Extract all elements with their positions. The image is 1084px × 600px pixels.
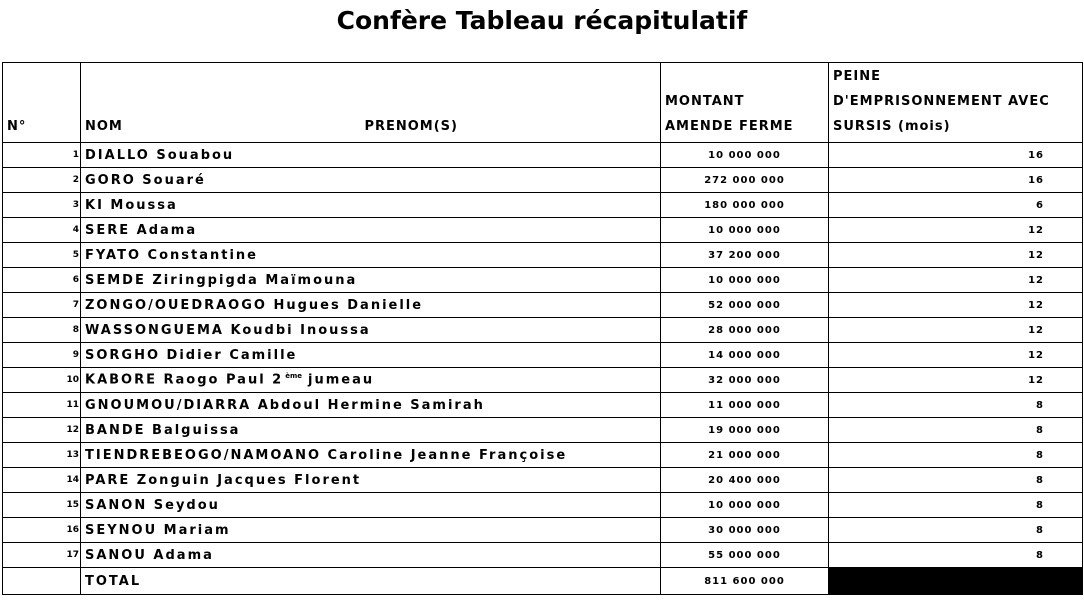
- header-peine-line2: D'EMPRISONNEMENT AVEC: [833, 94, 1050, 109]
- table-row: [3, 518, 1083, 543]
- row-number: 14: [3, 468, 81, 493]
- header-montant: [661, 63, 829, 143]
- row-number: 1: [3, 143, 81, 168]
- row-amount: 10 000 000: [661, 268, 829, 293]
- row-amount: 52 000 000: [661, 293, 829, 318]
- row-months: 8: [829, 393, 1083, 418]
- row-months: 12: [829, 293, 1083, 318]
- row-name: GORO Souaré: [81, 168, 661, 193]
- table-row: [3, 268, 1083, 293]
- row-number: 5: [3, 243, 81, 268]
- header-peine-line1: PEINE: [833, 69, 882, 84]
- row-months: 12: [829, 218, 1083, 243]
- row-name: ZONGO/OUEDRAOGO Hugues Danielle: [81, 293, 661, 318]
- row-number: 6: [3, 268, 81, 293]
- row-months: 12: [829, 368, 1083, 393]
- row-number: 10: [3, 368, 81, 393]
- row-months: 8: [829, 543, 1083, 568]
- row-amount: 14 000 000: [661, 343, 829, 368]
- row-amount: 28 000 000: [661, 318, 829, 343]
- header-montant-line2: AMENDE FERME: [665, 119, 794, 134]
- row-amount: 11 000 000: [661, 393, 829, 418]
- row-months: 8: [829, 493, 1083, 518]
- row-months: 6: [829, 193, 1083, 218]
- row-name: BANDE Balguissa: [81, 418, 661, 443]
- header-prenom: PRENOM(S): [364, 119, 458, 134]
- row-number: 12: [3, 418, 81, 443]
- header-montant-line1: MONTANT: [665, 94, 745, 109]
- row-name-text-after: jumeau: [308, 372, 375, 388]
- table-row: [3, 143, 1083, 168]
- row-name: [81, 368, 661, 393]
- row-amount: 20 400 000: [661, 468, 829, 493]
- table-row: [3, 293, 1083, 318]
- row-amount: 10 000 000: [661, 218, 829, 243]
- row-name: TIENDREBEOGO/NAMOANO Caroline Jeanne Françoise: [81, 443, 661, 468]
- table-row: [3, 543, 1083, 568]
- row-amount: 10 000 000: [661, 143, 829, 168]
- row-number: 17: [3, 543, 81, 568]
- row-months: 12: [829, 243, 1083, 268]
- row-amount: 55 000 000: [661, 543, 829, 568]
- table-row: [3, 443, 1083, 468]
- total-label: TOTAL: [81, 568, 661, 595]
- row-name-text: KABORE Raogo Paul 2: [85, 372, 284, 388]
- row-number: 3: [3, 193, 81, 218]
- header-peine-line3: SURSIS (mois): [833, 119, 951, 134]
- row-amount: 32 000 000: [661, 368, 829, 393]
- row-months: 8: [829, 443, 1083, 468]
- row-name: SEMDE Ziringpigda Maïmouna: [81, 268, 661, 293]
- table-row: [3, 243, 1083, 268]
- total-amount: 811 600 000: [661, 568, 829, 595]
- row-amount: 21 000 000: [661, 443, 829, 468]
- header-nom: NOM: [85, 119, 123, 134]
- row-number: 11: [3, 393, 81, 418]
- table-row: [3, 193, 1083, 218]
- row-number: 16: [3, 518, 81, 543]
- table-row: [3, 168, 1083, 193]
- header-no: N°: [3, 63, 81, 143]
- row-name: SORGHO Didier Camille: [81, 343, 661, 368]
- row-amount: 10 000 000: [661, 493, 829, 518]
- row-name: PARE Zonguin Jacques Florent: [81, 468, 661, 493]
- total-row: [3, 568, 1083, 595]
- row-number: 7: [3, 293, 81, 318]
- row-name: FYATO Constantine: [81, 243, 661, 268]
- row-months: 8: [829, 468, 1083, 493]
- recap-table: [2, 62, 1083, 595]
- table-row: [3, 343, 1083, 368]
- row-name: KI Moussa: [81, 193, 661, 218]
- table-row: [3, 468, 1083, 493]
- table-row: [3, 318, 1083, 343]
- table-row: [3, 493, 1083, 518]
- total-blacked-cell: [829, 568, 1083, 595]
- row-name: GNOUMOU/DIARRA Abdoul Hermine Samirah: [81, 393, 661, 418]
- row-months: 12: [829, 343, 1083, 368]
- row-months: 8: [829, 518, 1083, 543]
- total-empty-cell: [3, 568, 81, 595]
- row-amount: 30 000 000: [661, 518, 829, 543]
- row-months: 16: [829, 168, 1083, 193]
- row-name: SEYNOU Mariam: [81, 518, 661, 543]
- row-months: 8: [829, 418, 1083, 443]
- table-row: [3, 218, 1083, 243]
- row-name: SANOU Adama: [81, 543, 661, 568]
- row-name: WASSONGUEMA Koudbi Inoussa: [81, 318, 661, 343]
- row-months: 16: [829, 143, 1083, 168]
- row-number: 13: [3, 443, 81, 468]
- row-amount: 37 200 000: [661, 243, 829, 268]
- table-row: [3, 393, 1083, 418]
- row-amount: 19 000 000: [661, 418, 829, 443]
- row-months: 12: [829, 318, 1083, 343]
- row-months: 12: [829, 268, 1083, 293]
- page-title: Confère Tableau récapitulatif: [336, 6, 748, 35]
- row-amount: 272 000 000: [661, 168, 829, 193]
- row-number: 15: [3, 493, 81, 518]
- table-header-row: [3, 63, 1083, 143]
- table-row: [3, 418, 1083, 443]
- table-row: [3, 368, 1083, 393]
- row-number: 8: [3, 318, 81, 343]
- header-peine: [829, 63, 1083, 143]
- row-name: DIALLO Souabou: [81, 143, 661, 168]
- header-name: [81, 63, 661, 143]
- row-name-superscript: ème: [285, 372, 303, 381]
- row-amount: 180 000 000: [661, 193, 829, 218]
- row-number: 2: [3, 168, 81, 193]
- row-number: 4: [3, 218, 81, 243]
- row-name: SERE Adama: [81, 218, 661, 243]
- row-number: 9: [3, 343, 81, 368]
- row-name: SANON Seydou: [81, 493, 661, 518]
